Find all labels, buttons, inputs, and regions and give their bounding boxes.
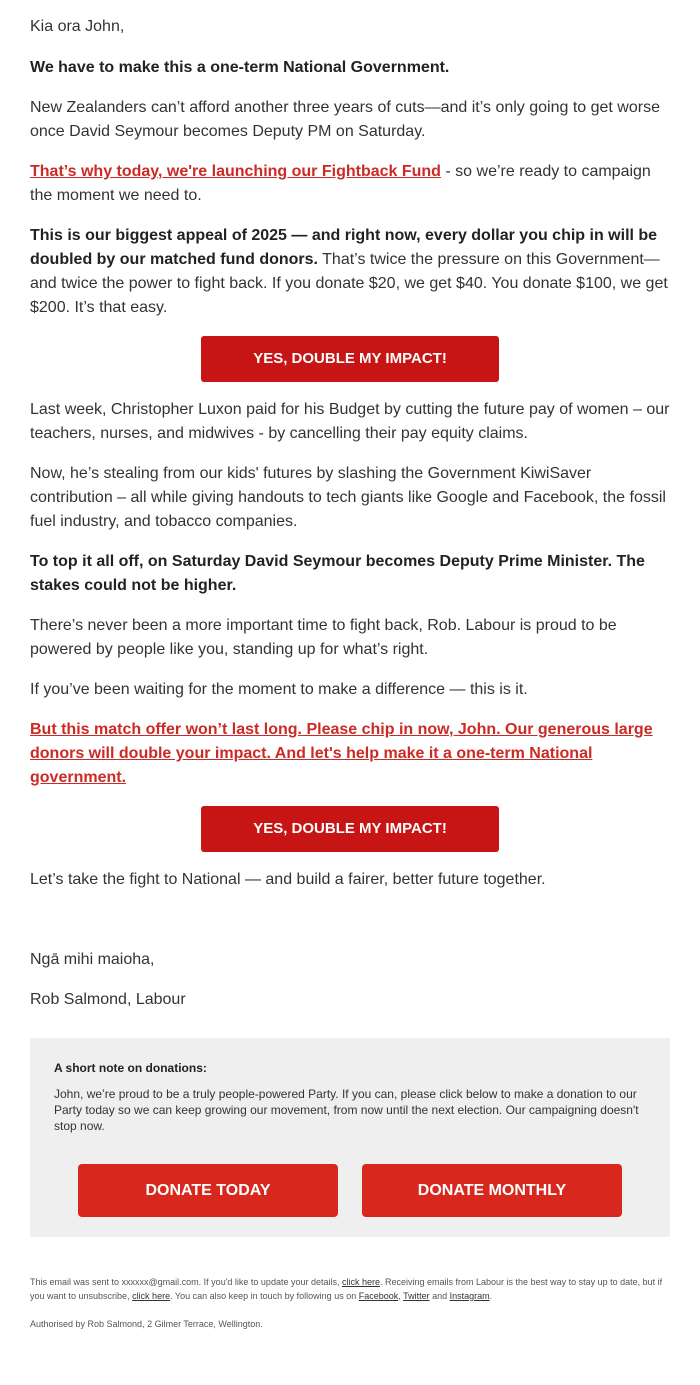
unsubscribe-link[interactable]: click here [132, 1291, 171, 1301]
note-title: A short note on donations: [54, 1061, 207, 1075]
paragraph-fight: Let’s take the fight to National — and build a fairer, better future together. [30, 871, 546, 888]
greeting: Kia ora John, [30, 18, 125, 35]
signoff: Ngā mihi maioha, [30, 951, 155, 968]
email-body [30, 0, 670, 1331]
authorised-by: Authorised by Rob Salmond, 2 Gilmer Terrace, Wellington. [30, 1319, 263, 1329]
donation-note-box [30, 1038, 670, 1237]
footer-text-2: . Receiving emails from Labour is the best way to stay up to date, but if you want to unsubscribe, [30, 1277, 663, 1301]
double-impact-button[interactable]: YES, DOUBLE MY IMPACT! [201, 336, 499, 382]
paragraph-luxon: Last week, Christopher Luxon paid for his Budget by cutting the future pay of women – our teachers, nurses, and midwives - by cancelling their pay equity claims. [30, 401, 670, 442]
paragraph-waiting: If you’ve been waiting for the moment to make a difference — this is it. [30, 681, 528, 698]
spacer [30, 908, 670, 948]
footer-period: . [489, 1291, 493, 1301]
facebook-link[interactable]: Facebook [358, 1291, 399, 1301]
match-offer-link[interactable]: But this match offer won’t last long. Please chip in now, John. Our generous large donors will double your impact. And let's help make it a one-term National government. [30, 721, 653, 786]
cta-container-2 [30, 806, 670, 852]
donate-monthly-button[interactable]: DONATE MONTHLY [362, 1164, 622, 1217]
instagram-link[interactable]: Instagram [449, 1291, 490, 1301]
fightback-rest: - so we’re ready to campaign the moment we need to. [30, 163, 651, 204]
footer-comma: , [398, 1291, 404, 1301]
paragraph-fightback [30, 160, 670, 208]
twitter-link[interactable]: Twitter [403, 1291, 430, 1301]
signature: Rob Salmond, Labour [30, 991, 186, 1008]
paragraph-appeal [30, 224, 670, 320]
double-impact-button-2[interactable]: YES, DOUBLE MY IMPACT! [201, 806, 499, 852]
appeal-rest: That’s twice the pressure on this Government—and twice the power to fight back. If you donate $20, we get $40. You donate $100, we get $200. It’s that easy. [30, 251, 668, 316]
footer-text-1: This email was sent to xxxxxx@gmail.com. If you'd like to update your details, [30, 1277, 342, 1287]
fightback-fund-link[interactable]: That’s why today, we're launching our Fightback Fund [30, 163, 441, 180]
paragraph-top-it-off: To top it all off, on Saturday David Seymour becomes Deputy Prime Minister. The stakes could not be higher. [30, 553, 645, 594]
paragraph-never: There’s never been a more important time to fight back, Rob. Labour is proud to be powered by people like you, standing up for what’s right. [30, 617, 617, 658]
update-details-link[interactable]: click here [341, 1277, 380, 1287]
paragraph-cuts: New Zealanders can’t afford another three years of cuts—and it’s only going to get worse once David Seymour becomes Deputy PM on Saturday. [30, 99, 660, 140]
note-text: John, we’re proud to be a truly people-powered Party. If you can, please click below to make a donation to our Party today so we can keep growing our movement, from now until the next election. Our campaigning doesn't stop now. [54, 1087, 639, 1133]
footer-and: and [429, 1291, 450, 1301]
donate-buttons [54, 1164, 646, 1217]
cta-container-1 [30, 336, 670, 382]
appeal-bold: This is our biggest appeal of 2025 — and right now, every dollar you chip in will be doubled by our matched fund donors. [30, 227, 658, 268]
paragraph-kiwisaver: Now, he’s stealing from our kids' futures by slashing the Government KiwiSaver contribution – all while giving handouts to tech giants like Google and Facebook, the fossil fuel industry, and tobacco companies. [30, 465, 666, 530]
footer-notice [30, 1275, 670, 1303]
paragraph-match [30, 718, 670, 790]
donate-today-button[interactable]: DONATE TODAY [78, 1164, 338, 1217]
footer-text-3: . You can also keep in touch by following us on [170, 1291, 359, 1301]
headline: We have to make this a one-term National Government. [30, 59, 450, 76]
footer [30, 1275, 670, 1331]
